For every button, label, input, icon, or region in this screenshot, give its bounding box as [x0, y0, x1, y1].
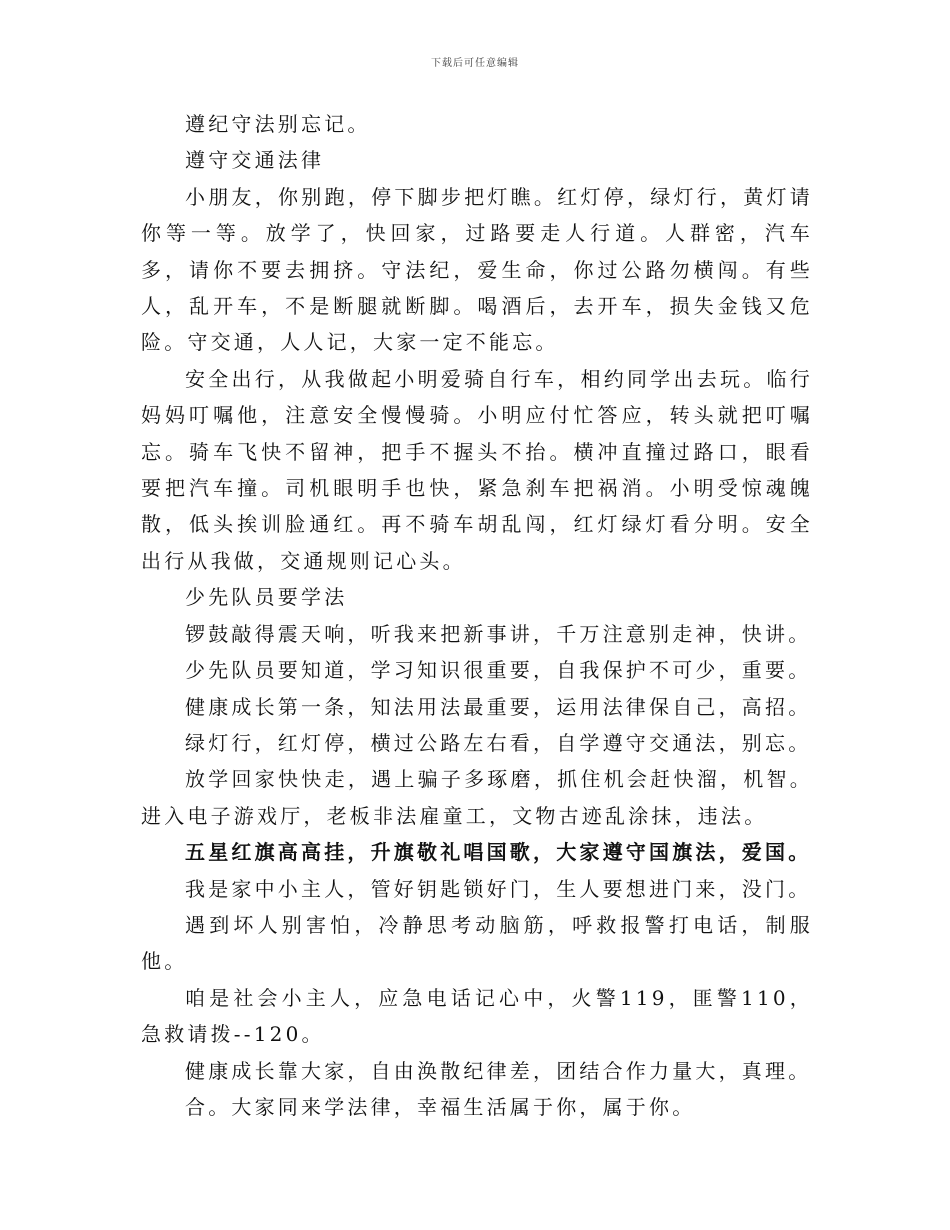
paragraph: 遵纪守法别忘记。 [185, 112, 371, 136]
verse-line: 遇到坏人别害怕，冷静思考动脑筋，呼救报警打电话，制服他。 [141, 912, 813, 974]
section-heading: 少先队员要学法 [185, 585, 348, 610]
page-header: 下载后可任意编辑 [431, 58, 519, 69]
verse-line: 合。大家同来学法律，幸福生活属于你，属于你。 [185, 1094, 696, 1119]
paragraph: 安全出行，从我做起小明爱骑自行车，相约同学出去玩。临行妈妈叮嘱他，注意安全慢慢骑。小明应付忙答应，转头就把叮嘱忘。骑车飞快不留神，把手不握头不抬。横冲直撞过路口，眼看要把汽车撞。司机眼明手也快，紧急刹车把祸消。小明受惊魂魄散，低头挨训脸通红。再不骑车胡乱闯，红灯绿灯看分明。安全出行从我做，交通规则记心头。 [141, 366, 813, 573]
verse-line: 咱是社会小主人，应急电话记心中，火警119，匪警110，急救请拨--120。 [141, 985, 813, 1047]
document-body [141, 106, 813, 1125]
verse-line: 少先队员要知道，学习知识很重要，自我保护不可少，重要。 [185, 658, 812, 683]
verse-line: 健康成长第一条，知法用法最重要，运用法律保自己，高招。 [185, 694, 812, 719]
verse-line: 我是家中小主人，管好钥匙锁好门，生人要想进门来，没门。 [185, 876, 812, 901]
paragraph: 小朋友，你别跑，停下脚步把灯瞧。红灯停，绿灯行，黄灯请你等一等。放学了，快回家，过路要走人行道。人群密，汽车多，请你不要去拥挤。守法纪，爱生命，你过公路勿横闯。有些人，乱开车，不是断腿就断脚。喝酒后，去开车，损失金钱又危险。守交通，人人记，大家一定不能忘。 [141, 184, 813, 355]
verse-line: 健康成长靠大家，自由涣散纪律差，团结合作力量大，真理。 [185, 1058, 812, 1083]
verse-line: 放学回家快快走，遇上骗子多琢磨，抓住机会赶快溜，机智。进入电子游戏厅，老板非法雇童工，文物古迹乱涂抹，违法。 [141, 767, 813, 828]
verse-line: 绿灯行，红灯停，横过公路左右看，自学遵守交通法，别忘。 [185, 730, 812, 755]
verse-line-bold: 五星红旗高高挂，升旗敬礼唱国歌，大家遵守国旗法，爱国。 [185, 840, 812, 865]
verse-line: 锣鼓敲得震天响，听我来把新事讲，千万注意别走神，快讲。 [185, 621, 812, 646]
section-heading: 遵守交通法律 [185, 148, 325, 173]
